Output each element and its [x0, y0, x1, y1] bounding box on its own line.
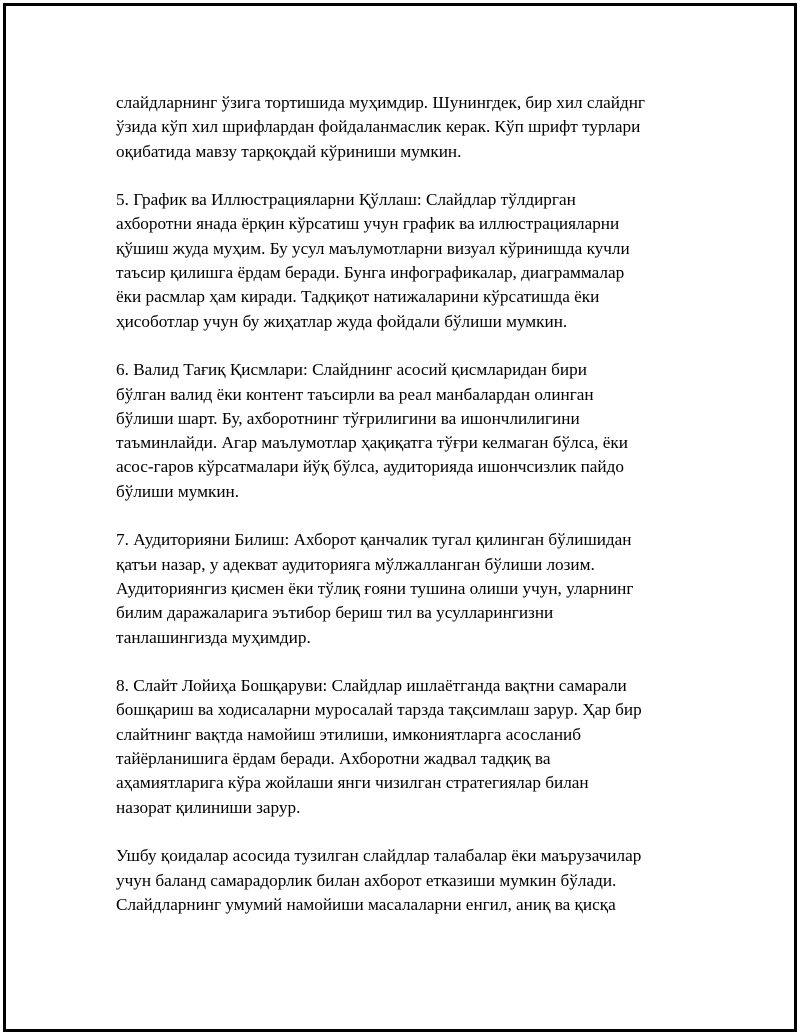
text-line: аҳамиятларига кўра жойлаши янги чизилган стратегиялар билан [116, 773, 589, 793]
text-line: бошқариш ва ходисаларни муросалай тарзда тақсимлаш зарур. Ҳар бир [116, 700, 642, 720]
text-line: 8. Слайт Лойиҳа Бошқаруви: Слайдлар ишлаётганда вақтни самарали [116, 676, 627, 696]
text-line: танлашингизда муҳимдир. [116, 627, 311, 647]
document-body [116, 91, 696, 941]
text-line: бўлиши мумкин. [116, 481, 240, 501]
text-line: Слайдларнинг умумий намойиши масалаларни енгил, аниқ ва қисқа [116, 894, 616, 914]
paragraph-project-management [116, 674, 696, 820]
paragraph-conclusion [116, 844, 696, 917]
text-line: ҳисоботлар учун бу жиҳатлар жуда фойдали бўлиши мумкин. [116, 311, 568, 331]
text-line: назорат қилиниши зарур. [116, 797, 301, 817]
text-line: тайёрланишига ёрдам беради. Ахборотни жадвал тадқиқ ва [116, 749, 551, 769]
text-line: асос-гаров кўрсатмалари йўқ бўлса, аудиторияда ишончсизлик пайдо [116, 457, 624, 477]
text-line: ёки расмлар ҳам киради. Тадқиқот натижаларини кўрсатишда ёки [116, 287, 600, 307]
text-line: бўлиши шарт. Бу, ахборотнинг тўғрилигини ва ишончлилигини [116, 408, 580, 428]
paragraph-graphics [116, 188, 696, 334]
text-line: ахборотни янада ёрқин кўрсатиш учун график ва иллюстрацияларни [116, 214, 620, 234]
text-line: слайдларнинг ўзига тортишида муҳимдир. Шунингдек, бир хил слайднг [116, 93, 645, 112]
text-line: 6. Валид Тағиқ Қисмлари: Слайднинг асосий қисмларидан бири [116, 360, 587, 380]
paragraph-audience [116, 528, 696, 649]
text-line: Ушбу қоидалар асосида тузилган слайдлар талабалар ёки маърузачилар [116, 846, 642, 866]
paragraph-valid-content [116, 358, 696, 504]
text-line: қўшиш жуда муҳим. Бу усул маълумотларни визуал кўринишда кучли [116, 238, 630, 258]
text-line: учун баланд самарадорлик билан ахборот етказиши мумкин бўлади. [116, 870, 617, 890]
text-line: оқибатида мавзу тарқоқдай кўриниши мумкин. [116, 141, 462, 161]
text-line: таъминлайди. Агар маълумотлар ҳақиқатга тўғри келмаган бўлса, ёки [116, 433, 628, 453]
text-line: билим даражаларига эътибор бериш тил ва усулларингизни [116, 603, 554, 623]
text-line: слайтнинг вақтда намойиш этилиши, имкониятларга асосланиб [116, 724, 581, 744]
text-line: Аудиториянгиз қисмен ёки тўлиқ ғояни тушина олиши учун, уларнинг [116, 578, 634, 598]
paragraph-fonts-continuation [116, 91, 696, 164]
text-line: таъсир қилишга ёрдам беради. Бунга инфографикалар, диаграммалар [116, 263, 625, 283]
text-line: қатъи назар, у адекват аудиторияга мўлжалланган бўлиши лозим. [116, 554, 595, 574]
text-line: бўлган валид ёки контент таъсирли ва реал манбалардан олинган [116, 384, 594, 404]
text-line: ўзида кўп хил шрифлардан фойдаланмаслик керак. Кўп шрифт турлари [116, 117, 641, 137]
text-line: 7. Аудиторияни Билиш: Ахборот қанчалик тугал қилинган бўлишидан [116, 530, 632, 550]
text-line: 5. График ва Иллюстрацияларни Қўллаш: Слайдлар тўлдирган [116, 190, 576, 210]
